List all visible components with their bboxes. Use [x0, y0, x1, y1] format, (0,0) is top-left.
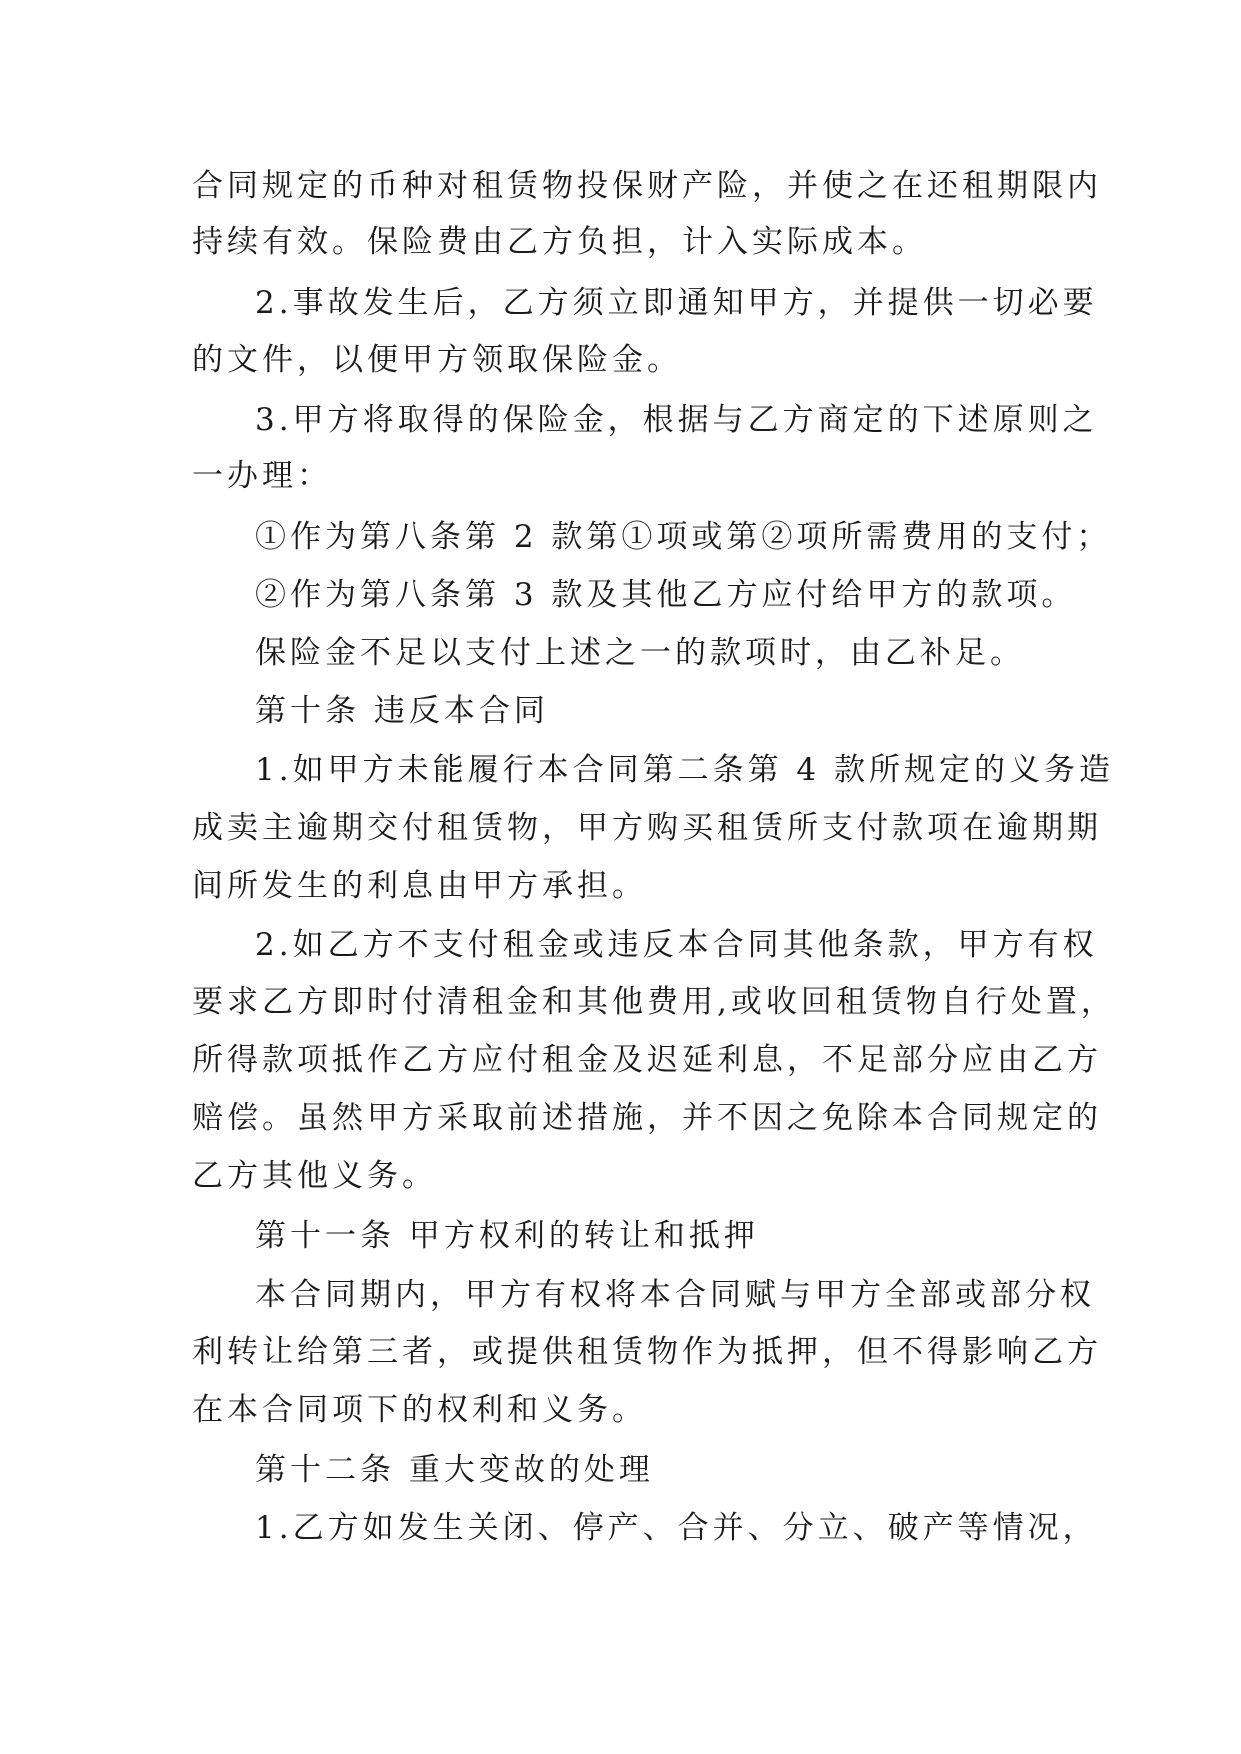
paragraph-line: 保险金不足以支付上述之一的款项时，由乙补足。 — [255, 635, 1025, 671]
paragraph-line: 要求乙方即时付清租金和其他费用,或收回租赁物自行处置， — [192, 984, 1116, 1020]
paragraph-line: 间所发生的利息由甲方承担。 — [192, 868, 647, 904]
paragraph-line: 1.如甲方未能履行本合同第二条第 4 款所规定的义务造 — [255, 752, 1115, 788]
paragraph-line: 利转让给第三者，或提供租赁物作为抵押，但不得影响乙方 — [192, 1334, 1102, 1370]
paragraph-line: 3.甲方将取得的保险金，根据与乙方商定的下述原则之 — [255, 402, 1098, 438]
article-heading: 第十二条 重大变故的处理 — [255, 1452, 654, 1488]
paragraph-line: 一办理： — [192, 458, 332, 494]
paragraph-line: 成卖主逾期交付租赁物，甲方购买租赁所支付款项在逾期期 — [192, 810, 1102, 846]
paragraph-line: 1.乙方如发生关闭、停产、合并、分立、破产等情况， — [255, 1510, 1098, 1546]
paragraph-line: 本合同期内，甲方有权将本合同赋与甲方全部或部分权 — [255, 1277, 1095, 1313]
list-item-line: ②作为第八条第 3 款及其他乙方应付给甲方的款项。 — [255, 577, 1077, 613]
paragraph-line: 合同规定的币种对租赁物投保财产险，并使之在还租期限内 — [192, 168, 1102, 204]
paragraph-line: 2.事故发生后，乙方须立即通知甲方，并提供一切必要 — [255, 285, 1098, 321]
paragraph-line: 所得款项抵作乙方应付租金及迟延利息，不足部分应由乙方 — [192, 1042, 1102, 1078]
paragraph-line: 持续有效。保险费由乙方负担，计入实际成本。 — [192, 224, 927, 260]
paragraph-line: 乙方其他义务。 — [192, 1158, 437, 1194]
article-heading: 第十一条 甲方权利的转让和抵押 — [255, 1218, 759, 1254]
paragraph-line: 赔偿。虽然甲方采取前述措施，并不因之免除本合同规定的 — [192, 1100, 1102, 1136]
paragraph-line: 的文件，以便甲方领取保险金。 — [192, 342, 682, 378]
paragraph-line: 在本合同项下的权利和义务。 — [192, 1392, 647, 1428]
article-heading: 第十条 违反本合同 — [255, 693, 549, 729]
paragraph-line: 2.如乙方不支付租金或违反本合同其他条款，甲方有权 — [255, 927, 1098, 963]
list-item-line: ①作为第八条第 2 款第①项或第②项所需费用的支付； — [255, 519, 1112, 555]
